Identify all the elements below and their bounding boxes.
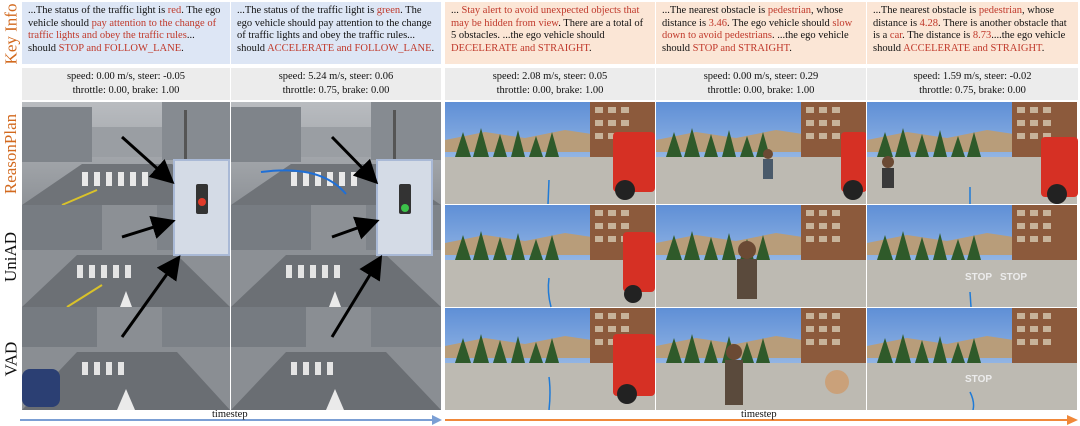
speed-steer-text: speed: 2.08 m/s, steer: 0.05: [492, 71, 608, 82]
highlighted-text: pedestrian: [978, 5, 1022, 16]
highlighted-text: Stay alert to avoid unexpected objects that may be hidden from view: [451, 5, 640, 29]
svg-text:STOP: STOP: [1000, 272, 1028, 283]
info-text: ...The status of the traffic light is: [237, 5, 377, 16]
highlighted-text: ACCELERATE and FOLLOW_LANE: [267, 42, 432, 54]
speed-steer-text: speed: 0.00 m/s, steer: -0.05: [66, 71, 186, 82]
throttle-brake-text: throttle: 0.75, brake: 0.00: [919, 85, 1026, 96]
highlighted-text: 4.28: [919, 17, 939, 29]
speed-steer-text: speed: 1.59 m/s, steer: -0.02: [913, 71, 1032, 82]
control-readout: [656, 68, 866, 100]
svg-text:STOP: STOP: [965, 374, 993, 385]
highlighted-text: STOP and FOLLOW_LANE: [58, 42, 182, 54]
key-info-panel: [867, 2, 1078, 64]
info-text: ....the ego vehicle should: [873, 30, 1066, 54]
column-divider: [230, 2, 231, 408]
svg-text:STOP: STOP: [965, 272, 993, 283]
traffic-light-inset-red: [174, 160, 229, 255]
control-readout: [22, 68, 230, 100]
throttle-brake-text: throttle: 0.75, brake: 0.00: [282, 85, 390, 96]
highlighted-text: car: [889, 30, 903, 42]
info-text: ...The nearest obstacle is: [873, 5, 979, 16]
speed-steer-text: speed: 5.24 m/s, steer: 0.06: [278, 71, 394, 82]
timestep-label: timestep: [741, 409, 777, 420]
info-text: . ...the ego vehicle should: [662, 30, 849, 54]
city-intersection-scene: [22, 102, 441, 410]
highlighted-text: ACCELERATE and STRAIGHT: [903, 42, 1042, 54]
info-text: .: [589, 42, 592, 54]
plaza-scene: [445, 102, 1078, 410]
throttle-brake-text: throttle: 0.00, brake: 1.00: [707, 85, 815, 96]
traffic-light-inset-green: [377, 160, 432, 255]
highlighted-text: green: [376, 5, 401, 16]
highlighted-text: 8.73: [972, 30, 992, 42]
info-text: .: [431, 42, 435, 54]
column-divider: [866, 2, 867, 408]
control-readout: [867, 68, 1078, 100]
throttle-brake-text: throttle: 0.00, brake: 1.00: [496, 85, 604, 96]
control-readout: [445, 68, 655, 100]
speed-steer-text: speed: 0.00 m/s, steer: 0.29: [703, 71, 819, 82]
info-text: .: [789, 42, 792, 54]
highlighted-text: pay attention to the change of traffic lights and obey the traffic rules: [28, 17, 217, 42]
highlighted-text: 3.46: [708, 17, 728, 29]
key-info-panel: [231, 2, 441, 64]
timestep-label: timestep: [212, 409, 248, 420]
control-readout: [231, 68, 441, 100]
plaza-tile-grid: [445, 102, 1077, 410]
info-text: ...The status of the traffic light is: [28, 5, 168, 16]
key-info-panel: [445, 2, 655, 64]
key-info-panel: [22, 2, 230, 64]
info-text: , whose distance is: [873, 5, 1055, 29]
row-label-uniad: UniAD: [1, 231, 20, 283]
info-text: , whose distance is: [662, 5, 844, 29]
info-text: .: [181, 42, 184, 54]
key-info-panel: [656, 2, 866, 64]
info-text: . There is another obstacle that is a: [873, 17, 1067, 42]
info-text: . There are a total of 5 obstacles. ...the ego vehicle should: [451, 17, 644, 42]
info-text: ...: [451, 5, 462, 16]
info-text: . The ego vehicle should: [28, 5, 221, 29]
info-text: . The ego vehicle should: [727, 17, 833, 29]
info-text: . The ego vehicle should pay attention to the change of traffic lights and obey the traffic rules... should: [237, 5, 432, 54]
info-text: .: [1041, 42, 1045, 54]
highlighted-text: DECELERATE and STRAIGHT: [451, 42, 590, 54]
info-text: . The distance is: [902, 30, 973, 42]
column-divider: [655, 2, 656, 408]
row-label-reasonplan: ReasonPlan: [1, 113, 20, 195]
info-text: ...The nearest obstacle is: [662, 5, 768, 16]
highlighted-text: STOP and STRAIGHT: [692, 42, 790, 54]
row-label-key-info: Key Info: [1, 3, 20, 65]
row-label-vad: VAD: [1, 341, 21, 377]
info-text: ... should: [28, 30, 195, 54]
highlighted-text: slow down to avoid pedestrians: [662, 17, 853, 42]
highlighted-text: red: [167, 5, 182, 16]
highlighted-text: pedestrian: [767, 5, 811, 16]
throttle-brake-text: throttle: 0.00, brake: 1.00: [72, 85, 180, 96]
